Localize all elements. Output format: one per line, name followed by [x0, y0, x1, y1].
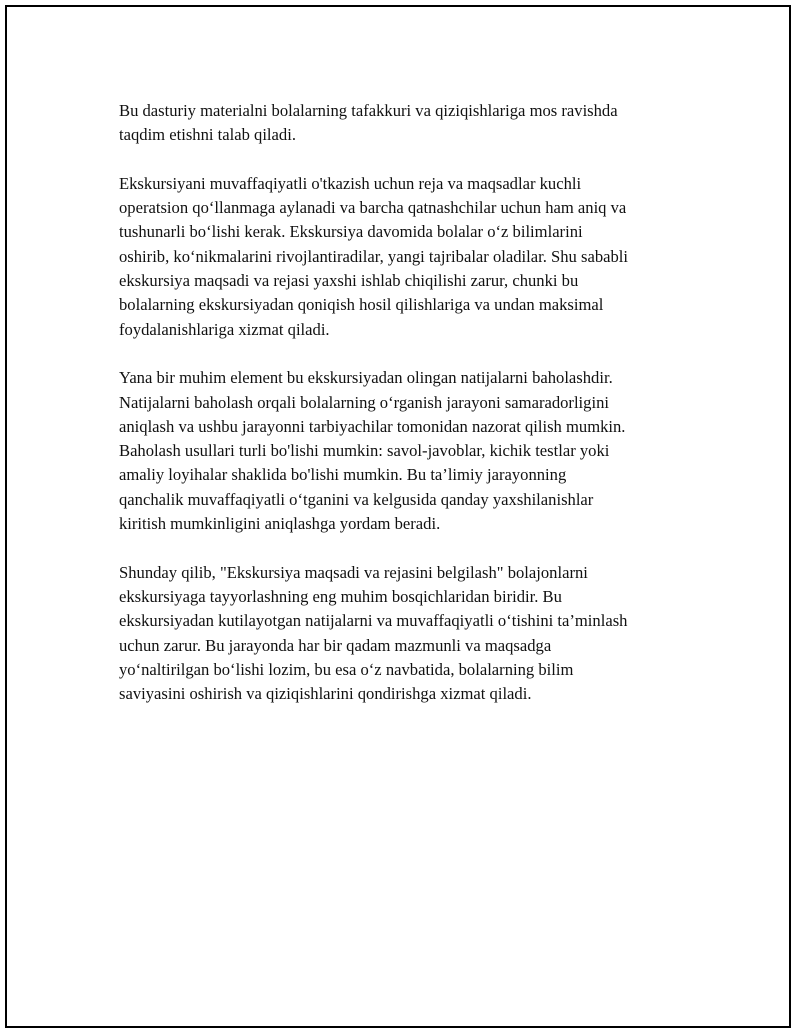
- text-line: Yana bir muhim element bu ekskursiyadan olingan natijalarni baholashdir.: [119, 368, 613, 388]
- paragraph-1: [119, 99, 699, 148]
- paragraph-4: [119, 561, 699, 707]
- text-line: ekskursiyadan kutilayotgan natijalarni va muvaffaqiyatli o‘tishini ta’minlash: [119, 611, 628, 631]
- text-line: Bu dasturiy materialni bolalarning tafakkuri va qiziqishlariga mos ravishda: [119, 101, 618, 120]
- text-line: Natijalarni baholash orqali bolalarning o‘rganish jarayoni samaradorligini: [119, 392, 609, 412]
- text-line: kiritish mumkinligini aniqlashga yordam beradi.: [119, 514, 441, 534]
- text-line: ekskursiya maqsadi va rejasi yaxshi ishlab chiqilishi zarur, chunki bu: [119, 271, 579, 291]
- text-line: yo‘naltirilgan bo‘lishi lozim, bu esa o‘z navbatida, bolalarning bilim: [119, 659, 574, 679]
- text-line: Baholash usullari turli bo'lishi mumkin: savol-javoblar, kichik testlar yoki: [119, 441, 610, 461]
- paragraph-3: [119, 366, 699, 536]
- text-line: saviyasini oshirish va qiziqishlarini qondirishga xizmat qiladi.: [119, 684, 532, 704]
- text-line: aniqlash va ushbu jarayonni tarbiyachilar tomonidan nazorat qilish mumkin.: [119, 416, 626, 436]
- text-line: taqdim etishni talab qiladi.: [119, 125, 296, 145]
- document-body: [119, 99, 699, 731]
- page-border: [5, 5, 791, 1028]
- text-line: qanchalik muvaffaqiyatli o‘tganini va kelgusida qanday yaxshilanishlar: [119, 489, 594, 509]
- text-line: Shunday qilib, "Ekskursiya maqsadi va rejasini belgilash" bolajonlarni: [119, 562, 588, 582]
- text-line: operatsion qo‘llanmaga aylanadi va barcha qatnashchilar uchun ham aniq va: [119, 198, 627, 218]
- text-line: amaliy loyihalar shaklida bo'lishi mumkin. Bu ta’limiy jarayonning: [119, 465, 567, 485]
- text-line: uchun zarur. Bu jarayonda har bir qadam mazmunli va maqsadga: [119, 635, 552, 655]
- text-line: Ekskursiyani muvaffaqiyatli o'tkazish uchun reja va maqsadlar kuchli: [119, 173, 582, 193]
- paragraph-2: [119, 172, 699, 342]
- text-line: foydalanishlariga xizmat qiladi.: [119, 319, 330, 339]
- text-line: oshirib, ko‘nikmalarini rivojlantiradilar, yangi tajribalar oladilar. Shu sababli: [119, 246, 629, 266]
- text-line: bolalarning ekskursiyadan qoniqish hosil qilishlariga va undan maksimal: [119, 295, 604, 315]
- text-line: tushunarli bo‘lishi kerak. Ekskursiya davomida bolalar o‘z bilimlarini: [119, 222, 583, 242]
- text-line: ekskursiyaga tayyorlashning eng muhim bosqichlaridan biridir. Bu: [119, 586, 562, 606]
